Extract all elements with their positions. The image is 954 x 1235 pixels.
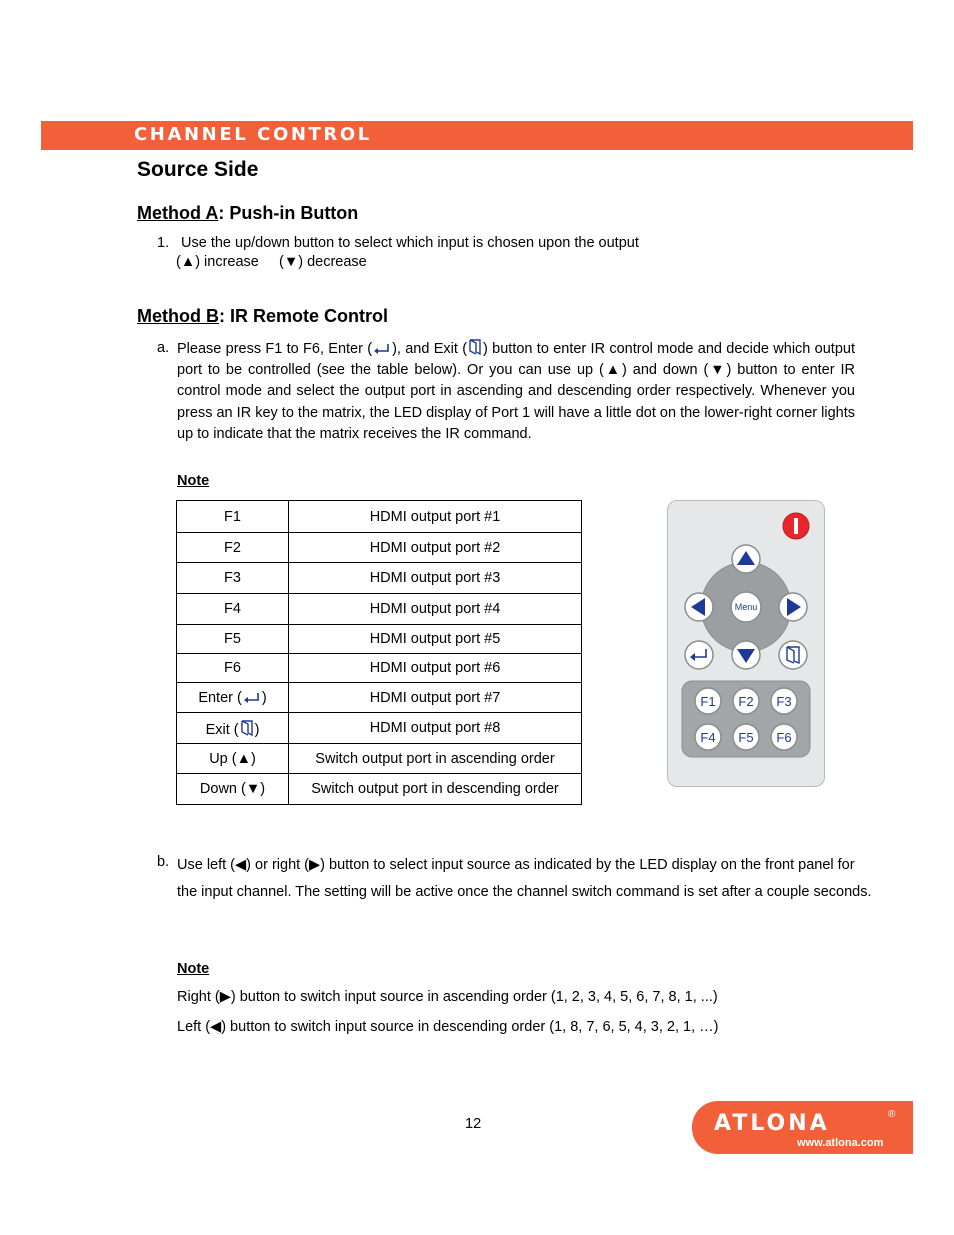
para-a <box>177 338 855 445</box>
table-key: F3 <box>177 563 289 594</box>
left-triangle-icon: ◀ <box>235 857 247 873</box>
down-triangle-icon: ▼ <box>283 254 299 270</box>
table-value: HDMI output port #1 <box>289 501 582 533</box>
power-icon <box>783 513 809 539</box>
table-key-exit: Exit ( ) <box>177 713 289 744</box>
up-triangle-icon: ▲ <box>603 362 623 379</box>
exit-icon <box>467 338 483 356</box>
table-value: HDMI output port #6 <box>289 654 582 683</box>
logo-brand: ATLONA <box>714 1111 830 1136</box>
table-value: Switch output port in descending order <box>289 774 582 805</box>
method-b-heading <box>137 306 388 327</box>
table-row <box>177 625 582 654</box>
note-right-line <box>177 987 718 1007</box>
table-key-text: Down ( <box>199 781 246 797</box>
para-a-part5: ) button to enter IR control mode and select the output port in ascending and descending order respectively. Whenever you press an IR key to the matrix, the LED display of Port 1 will have a little dot on the lower-right corner lights up to indicate that the matrix receives the IR command. <box>177 362 855 442</box>
table-value: HDMI output port #3 <box>289 563 582 594</box>
table-value: HDMI output port #5 <box>289 625 582 654</box>
method-a-title: : Push-in Button <box>218 203 359 223</box>
down-triangle-icon: ▼ <box>708 362 727 379</box>
table-value: HDMI output port #8 <box>289 713 582 744</box>
para-a-part4: ) and down ( <box>622 362 709 379</box>
down-triangle-icon: ▼ <box>245 781 261 797</box>
para-b <box>177 852 877 906</box>
f3-key: F3 <box>776 694 792 709</box>
section-banner-title: CHANNEL CONTROL <box>134 124 372 145</box>
increase-text: ) increase <box>195 254 259 270</box>
table-key: F5 <box>177 625 289 654</box>
table-value: Switch output port in ascending order <box>289 744 582 774</box>
page-number: 12 <box>465 1116 482 1132</box>
table-key-text: Exit ( <box>205 721 239 738</box>
up-triangle-icon: ▲ <box>236 750 251 767</box>
para-a-part2: ), and Exit ( <box>392 341 468 357</box>
method-a-arrows: (▲) increase (▼) decrease <box>176 254 367 270</box>
method-a-heading <box>137 203 358 224</box>
table-key-enter: Enter ( ) <box>177 683 289 713</box>
para-a-part1: Please press F1 to F6, Enter ( <box>177 341 373 357</box>
right-triangle-icon: ▶ <box>309 857 321 873</box>
para-a-letter: a. <box>157 340 170 356</box>
decrease-text: ) decrease <box>298 254 367 270</box>
table-key-up: Up (▲) <box>177 744 289 774</box>
para-b-letter: b. <box>157 854 170 870</box>
table-row <box>177 654 582 683</box>
table-key: F6 <box>177 654 289 683</box>
right-button-icon <box>779 593 807 621</box>
f4-key: F4 <box>700 730 716 745</box>
table-row <box>177 594 582 625</box>
note-label: Note <box>177 961 210 977</box>
table-row <box>177 774 582 805</box>
method-a-item-number: 1. <box>157 235 170 251</box>
table-key-text: Enter ( <box>198 689 242 706</box>
up-button-icon <box>732 545 760 573</box>
table-key: F1 <box>177 501 289 533</box>
table-row <box>177 563 582 594</box>
enter-icon <box>372 342 392 356</box>
page-title: Source Side <box>137 158 259 181</box>
up-triangle-icon: ▲ <box>180 254 196 270</box>
table-row <box>177 683 582 713</box>
atlona-logo <box>692 1101 913 1154</box>
table-key: F4 <box>177 594 289 625</box>
table-value: HDMI output port #7 <box>289 683 582 713</box>
ir-remote-image <box>667 500 825 787</box>
table-value: HDMI output port #4 <box>289 594 582 625</box>
f5-key: F5 <box>738 730 754 745</box>
menu-button <box>731 592 761 622</box>
logo-url: www.atlona.com <box>797 1137 884 1149</box>
ir-key-table <box>176 500 582 805</box>
down-button-icon <box>732 641 760 669</box>
left-triangle-icon: ◀ <box>210 1019 222 1035</box>
method-a-item-text: Use the up/down button to select which input is chosen upon the output <box>181 235 639 251</box>
table-key-down: Down (▼) <box>177 774 289 805</box>
table-row <box>177 713 582 744</box>
enter-icon <box>242 691 262 705</box>
note-right-part2: ) button to switch input source in ascending order (1, 2, 3, 4, 5, 6, 7, 8, 1, ...) <box>230 989 718 1005</box>
note-right-part1: Right ( <box>177 989 220 1005</box>
f2-key: F2 <box>738 694 754 709</box>
note-label: Note <box>177 473 210 489</box>
logo-registered: ® <box>888 1109 896 1120</box>
right-triangle-icon: ▶ <box>219 989 231 1005</box>
para-b-part2: ) or right ( <box>246 857 310 873</box>
method-b-label: Method B <box>137 306 219 326</box>
para-b-part3: ) button to select input source as indicated by the LED display on the front panel for the input channel. The setting will be active once the channel switch command is set after a couple seconds. <box>177 857 872 900</box>
table-row <box>177 533 582 563</box>
section-banner <box>41 121 913 150</box>
ir-remote-drawing <box>667 500 825 787</box>
exit-button-icon <box>779 641 807 669</box>
svg-text:Menu: Menu <box>734 602 758 612</box>
table-value: HDMI output port #2 <box>289 533 582 563</box>
table-key-text: Up ( <box>209 750 237 767</box>
f6-key: F6 <box>776 730 792 745</box>
exit-icon <box>239 719 255 737</box>
table-row <box>177 501 582 533</box>
para-b-part1: Use left ( <box>177 857 236 873</box>
left-button-icon <box>685 593 713 621</box>
note-left-part1: Left ( <box>177 1019 211 1035</box>
para-a-part3: ) button to enter IR control mode and decide which output port to be controlled (see the table below). Or you can use up ( <box>177 341 855 379</box>
method-a-label: Method A <box>137 203 219 223</box>
f1-key: F1 <box>700 694 716 709</box>
enter-button-icon <box>685 641 713 669</box>
method-b-title: : IR Remote Control <box>218 306 388 326</box>
note-left-line <box>177 1017 719 1037</box>
note-left-part2: ) button to switch input source in descending order (1, 8, 7, 6, 5, 4, 3, 2, 1, …) <box>221 1019 719 1035</box>
table-key: F2 <box>177 533 289 563</box>
table-row <box>177 744 582 774</box>
